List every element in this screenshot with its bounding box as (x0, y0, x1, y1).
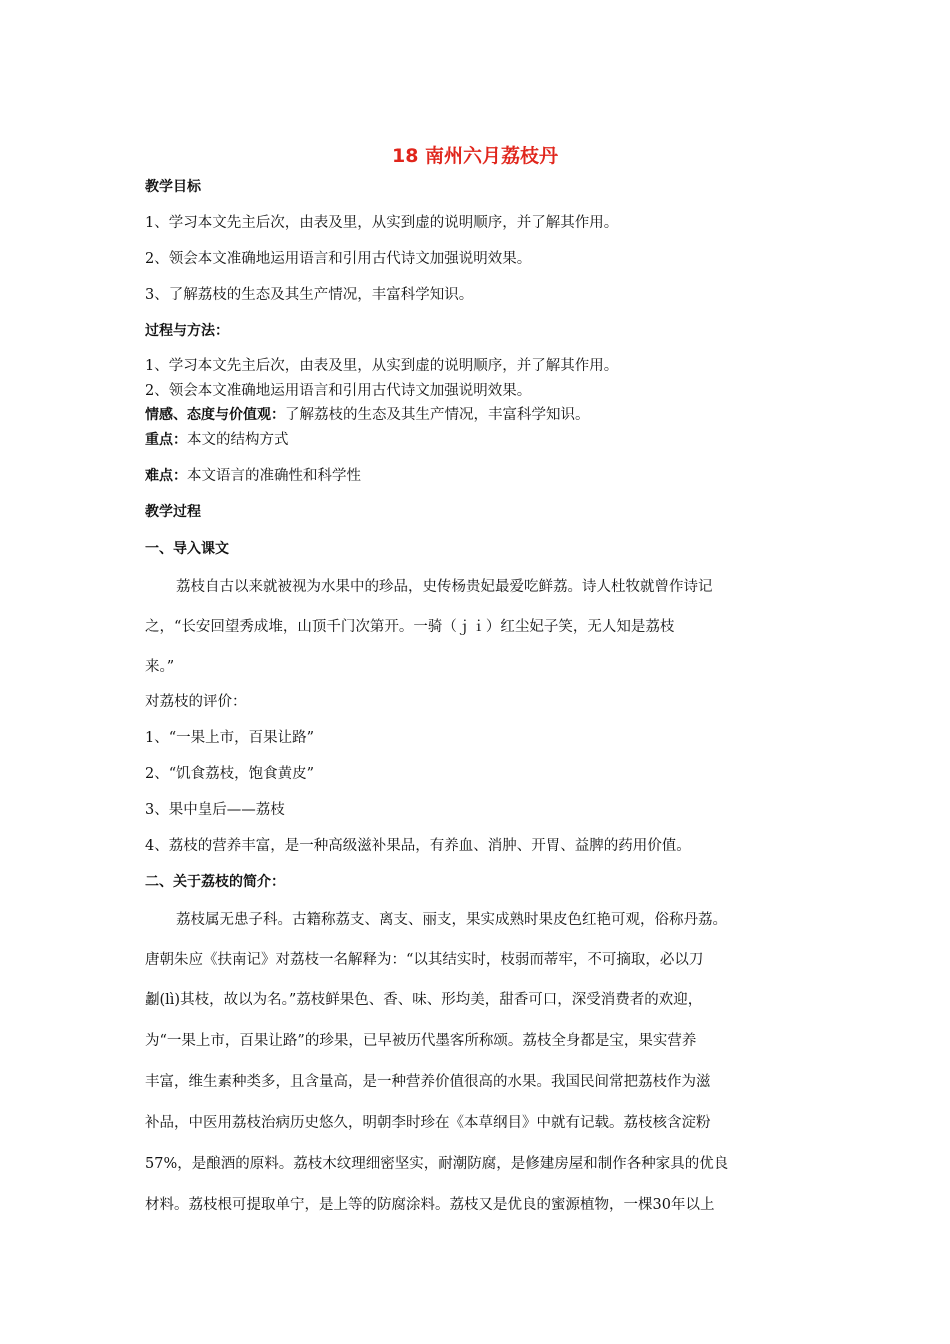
section2-para-line: 补品，中医用荔枝治病历史悠久，明朝李时珍在《本草纲目》中就有记载。荔枝核含淀粉 (145, 1115, 711, 1131)
section2-para-line: 唐朝朱应《扶南记》对荔枝一名解释为：“以其结实时，枝弱而蒂牢，不可摘取，必以刀 (145, 952, 704, 968)
emotion-text: 了解荔枝的生态及其生产情况，丰富科学知识。 (285, 407, 590, 423)
evaluation-heading: 对荔枝的评价： (145, 694, 247, 710)
process-method-heading: 过程与方法： (145, 323, 229, 339)
evaluation-item: 3、果中皇后——荔枝 (145, 802, 285, 818)
goal-item: 1、学习本文先主后次，由表及里，从实到虚的说明顺序，并了解其作用。 (145, 215, 619, 231)
section2-para-line: 丰富，维生素种类多，且含量高，是一种营养价值很高的水果。我国民间常把荔枝作为滋 (145, 1074, 711, 1090)
section2-para-line: 材料。荔枝根可提取单宁，是上等的防腐涂料。荔枝又是优良的蜜源植物，一棵30年以上 (145, 1197, 715, 1213)
goal-item: 2、领会本文准确地运用语言和引用古代诗文加强说明效果。 (145, 251, 532, 267)
emotion-line (145, 405, 825, 425)
section2-para-line: 为“一果上市，百果让路”的珍果，已早被历代墨客所称颂。荔枝全身都是宝，果实营养 (145, 1033, 697, 1049)
key-point-label: 重点： (145, 432, 187, 448)
section1-para-line: 荔枝自古以来就被视为水果中的珍品，史传杨贵妃最爱吃鲜荔。诗人杜牧就曾作诗记 (176, 579, 713, 595)
goals-heading: 教学目标 (145, 179, 201, 195)
section1-heading: 一、导入课文 (145, 541, 229, 557)
section2-para-line: 劙(lì)其枝，故以为名。”荔枝鲜果色、香、味、形均美，甜香可口，深受消费者的欢迎， (145, 992, 703, 1008)
key-point-line (145, 430, 825, 450)
process-method-item: 1、学习本文先主后次，由表及里，从实到虚的说明顺序，并了解其作用。 (145, 358, 619, 374)
section1-para-line: 之，“长安回望秀成堆，山顶千门次第开。一骑（ｊｉ）红尘妃子笑，无人知是荔枝 (145, 619, 675, 635)
evaluation-item: 1、“一果上市，百果让路” (145, 730, 315, 746)
goal-item: 3、了解荔枝的生态及其生产情况，丰富科学知识。 (145, 287, 474, 303)
section2-heading: 二、关于荔枝的简介： (145, 874, 285, 890)
key-point-text: 本文的结构方式 (187, 432, 289, 448)
emotion-label: 情感、态度与价值观： (145, 407, 285, 423)
difficulty-label: 难点： (145, 468, 187, 484)
process-method-item: 2、领会本文准确地运用语言和引用古代诗文加强说明效果。 (145, 383, 532, 399)
evaluation-item: 4、荔枝的营养丰富，是一种高级滋补果品，有养血、消肿、开胃、益脾的药用价值。 (145, 838, 691, 854)
difficulty-line (145, 466, 825, 486)
section2-para-line: 57%，是酿酒的原料。荔枝木纹理细密坚实，耐潮防腐，是修建房屋和制作各种家具的优良 (145, 1156, 729, 1172)
page-title: 18 南州六月荔枝丹 (391, 145, 559, 167)
teaching-process-heading: 教学过程 (145, 504, 201, 520)
section1-para-line: 来。” (145, 659, 175, 675)
difficulty-text: 本文语言的准确性和科学性 (187, 468, 361, 484)
section2-para-line: 荔枝属无患子科。古籍称荔支、离支、丽支，果实成熟时果皮色红艳可观，俗称丹荔。 (176, 912, 727, 928)
evaluation-item: 2、“饥食荔枝，饱食黄皮” (145, 766, 315, 782)
